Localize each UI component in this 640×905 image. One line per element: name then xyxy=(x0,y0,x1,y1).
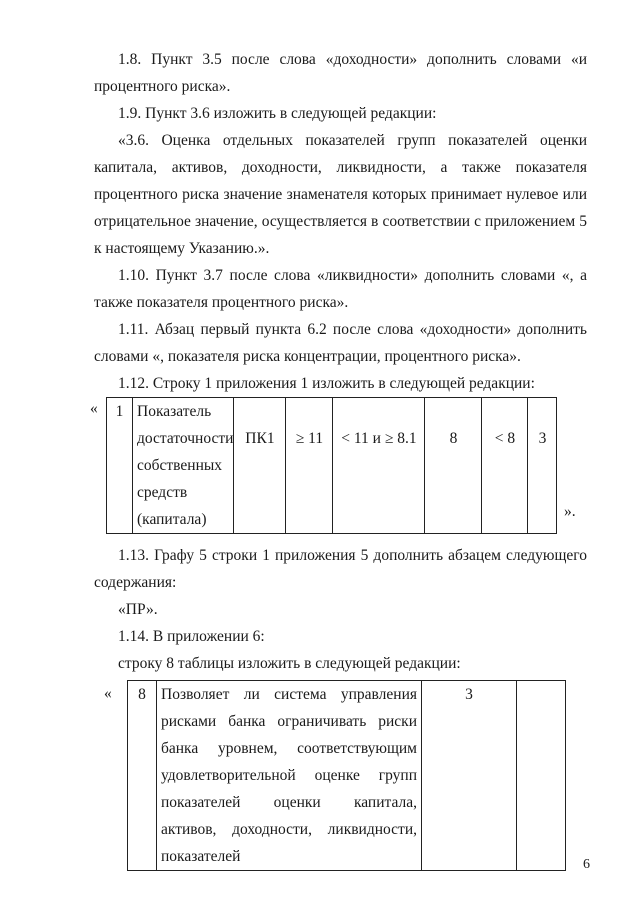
table1-col-3: 8 xyxy=(425,398,482,534)
table-row-8 xyxy=(127,680,566,871)
paragraph-pr: «ПР». xyxy=(118,601,158,618)
table1-indicator-name: Показатель достаточности собственных средств (капитала) xyxy=(133,398,234,534)
table1-col-1: ≥ 11 xyxy=(286,398,333,534)
paragraph-1-13: 1.13. Графу 5 строки 1 приложения 5 дополнить абзацем следующего содержания: xyxy=(94,547,587,591)
table2-score: 3 xyxy=(422,681,517,871)
table2-text: Позволяет ли система управления рисками банка ограничивать риски банка уровнем, соответствующим удовлетворительной оценке групп показателей оценки капитала, активов, доходности, ликвидности, показателей xyxy=(157,681,422,871)
table2-open-quote: « xyxy=(104,685,112,702)
table2-num: 8 xyxy=(128,681,157,871)
paragraph-3-6: «3.6. Оценка отдельных показателей групп показателей оценки капитала, активов, доходности, ликвидности, а также показателя процентного риска значение знаменателя которых принимает нулевое или отрицательное значение, осуществляется в соответствии с приложением 5 к настоящему Указанию.». xyxy=(94,132,587,257)
table1-close-quote: ». xyxy=(564,503,576,520)
paragraph-1-14: 1.14. В приложении 6: xyxy=(118,628,265,645)
table1-code: ПК1 xyxy=(234,398,286,534)
paragraph-row8-intro: строку 8 таблицы изложить в следующей редакции: xyxy=(118,655,461,672)
paragraph-1-10: 1.10. Пункт 3.7 после слова «ликвидности» дополнить словами «, а также показателя процентного риска». xyxy=(94,267,587,311)
paragraph-1-12: 1.12. Строку 1 приложения 1 изложить в следующей редакции: xyxy=(118,375,535,392)
table-row-1 xyxy=(106,397,557,534)
paragraph-1-8: 1.8. Пункт 3.5 после слова «доходности» дополнить словами «и процентного риска». xyxy=(94,51,587,95)
page-number: 6 xyxy=(583,857,590,872)
table1-col-4: < 8 xyxy=(482,398,528,534)
table1-open-quote: « xyxy=(90,400,98,417)
table1-col-5: 3 xyxy=(528,398,557,534)
paragraph-1-9: 1.9. Пункт 3.6 изложить в следующей редакции: xyxy=(118,105,437,122)
table1-col-2: < 11 и ≥ 8.1 xyxy=(333,398,425,534)
table1-num: 1 xyxy=(107,398,133,534)
paragraph-1-11: 1.11. Абзац первый пункта 6.2 после слова «доходности» дополнить словами «, показателя риска концентрации, процентного риска». xyxy=(94,321,587,365)
table2-empty-cell xyxy=(517,681,566,871)
